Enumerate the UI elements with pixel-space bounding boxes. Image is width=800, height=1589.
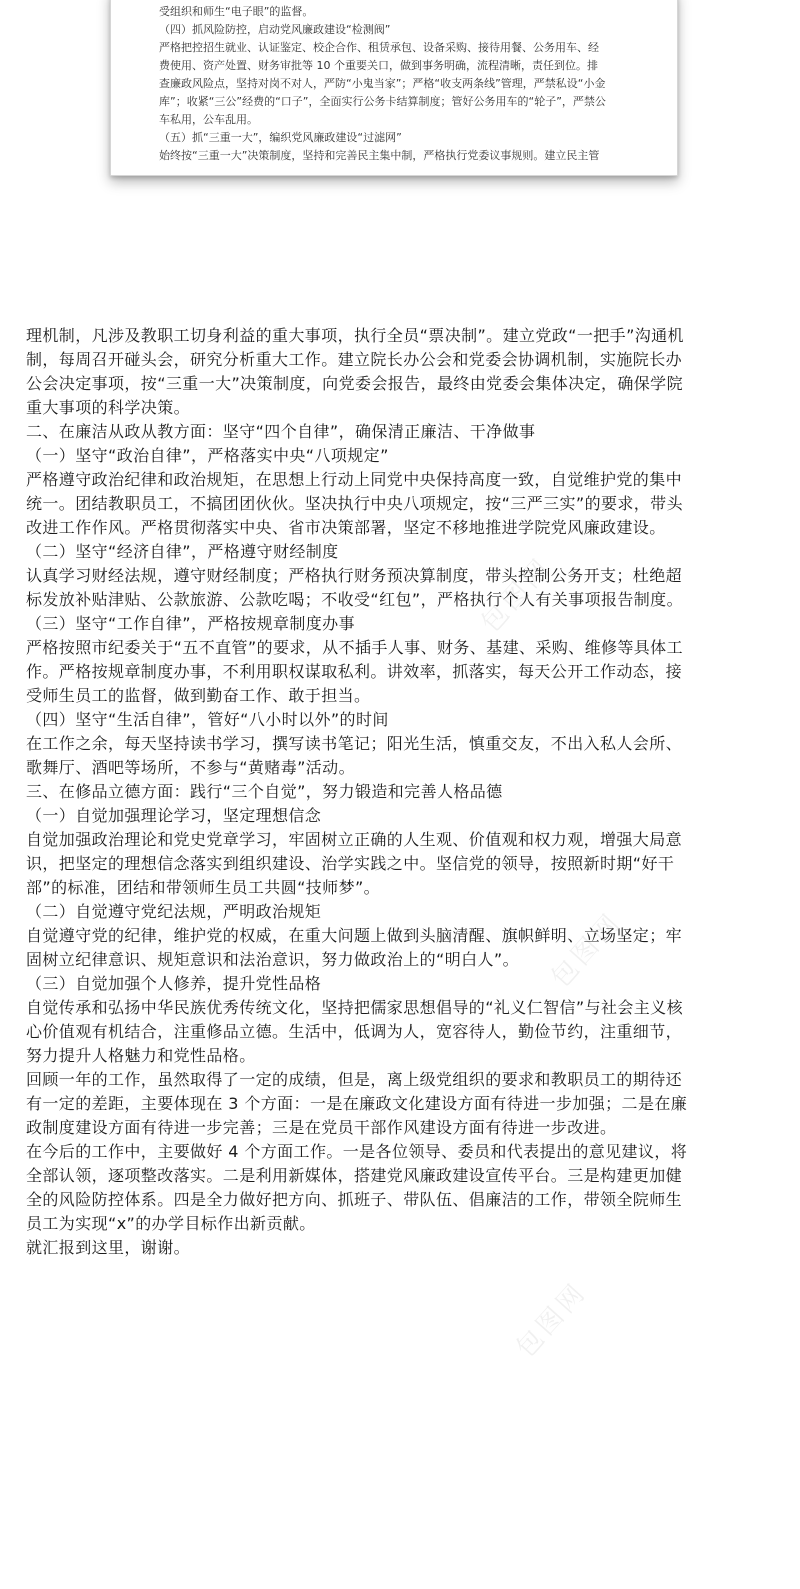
preview-line: 库”；收紧“三公”经费的“口子”，全面实行公务卡结算制度；管好公务用车的“轮子”，严禁公 — [159, 95, 606, 108]
body-line: 严格遵守政治纪律和政治规矩，在思想上行动上同党中央保持高度一致，自觉维护党的集中 — [26, 470, 683, 489]
body-line: 歌舞厅、酒吧等场所，不参与“黄赌毒”活动。 — [26, 758, 355, 777]
watermark: 包图网 — [545, 906, 629, 994]
preview-line: 费使用、资产处置、财务审批等 10 个重要关口，做到事务明确，流程清晰，责任到位。排 — [159, 59, 598, 72]
body-line: 改进工作作风。严格贯彻落实中央、省市决策部署，坚定不移地推进学院党风廉政建设。 — [26, 518, 666, 537]
body-line: 全部认领，逐项整改落实。二是利用新媒体，搭建党风廉政建设宣传平台。三是构建更加健 — [26, 1166, 683, 1185]
document-preview-card — [110, 0, 678, 176]
subsection-heading: （三）坚守“工作自律”，严格按规章制度办事 — [26, 614, 355, 633]
body-line: 制，每周召开碰头会，研究分析重大工作。建立院长办公会和党委会协调机制，实施院长办 — [26, 350, 683, 369]
body-line: 严格按照市纪委关于“五不直管”的要求，从不插手人事、财务、基建、采购、维修等具体工 — [26, 638, 683, 657]
body-line: 理机制，凡涉及教职工切身利益的重大事项，执行全员“票决制”。建立党政“一把手”沟通机 — [26, 326, 684, 345]
preview-line: 查廉政风险点，坚持对岗不对人，严防“小鬼当家”；严格“收支两条线”管理，严禁私设“小金 — [159, 77, 606, 90]
body-line: 识，把坚定的理想信念落实到组织建设、治学实践之中。坚信党的领导，按照新时期“好干 — [26, 854, 675, 873]
watermark: 包图网 — [510, 1276, 594, 1364]
preview-heading: （四）抓风险防控，启动党风廉政建设“检测阀” — [159, 23, 391, 36]
body-line: 自觉遵守党的纪律，维护党的权威，在重大问题上做到头脑清醒、旗帜鲜明、立场坚定；牢 — [26, 926, 683, 945]
preview-line: 受组织和师生“电子眼”的监督。 — [159, 5, 314, 18]
section-heading: 三、在修品立德方面：践行“三个自觉”，努力锻造和完善人格品德 — [26, 782, 503, 801]
body-line: 回顾一年的工作，虽然取得了一定的成绩，但是，离上级党组织的要求和教职员工的期待还 — [26, 1070, 683, 1089]
body-line: 部”的标准，团结和带领师生员工共圆“技师梦”。 — [26, 878, 381, 897]
body-line: 全的风险防控体系。四是全力做好把方向、抓班子、带队伍、倡廉洁的工作，带领全院师生 — [26, 1190, 683, 1209]
body-line: 受师生员工的监督，做到勤奋工作、敢于担当。 — [26, 686, 371, 705]
watermark: 包图网 — [475, 551, 559, 639]
subsection-heading: （二）自觉遵守党纪法规，严明政治规矩 — [26, 902, 322, 921]
body-line: 政制度建设方面有待进一步完善；三是在党员干部作风建设方面有待进一步改进。 — [26, 1118, 617, 1137]
body-line: 重大事项的科学决策。 — [26, 398, 191, 417]
body-line: 努力提升人格魅力和党性品格。 — [26, 1046, 256, 1065]
section-heading: 二、在廉洁从政从教方面：坚守“四个自律”，确保清正廉洁、干净做事 — [26, 422, 536, 441]
subsection-heading: （四）坚守“生活自律”，管好“八小时以外”的时间 — [26, 710, 389, 729]
subsection-heading: （二）坚守“经济自律”，严格遵守财经制度 — [26, 542, 339, 561]
body-line: 心价值观有机结合，注重修品立德。生活中，低调为人，宽容待人，勤俭节约，注重细节， — [26, 1022, 683, 1041]
subsection-heading: （一）坚守“政治自律”，严格落实中央“八项规定” — [26, 446, 389, 465]
body-line: 标发放补贴津贴、公款旅游、公款吃喝；不收受“红包”，严格执行个人有关事项报告制度。 — [26, 590, 683, 609]
body-line: 统一。团结教职员工，不搞团团伙伙。坚决执行中央八项规定，按“三严三实”的要求，带头 — [26, 494, 683, 513]
preview-line: 始终按“三重一大”决策制度，坚持和完善民主集中制，严格执行党委议事规则。建立民主管 — [159, 149, 600, 162]
document-body — [26, 324, 778, 1260]
body-line: 固树立纪律意识、规矩意识和法治意识，努力做政治上的“明白人”。 — [26, 950, 519, 969]
body-line: 有一定的差距，主要体现在 3 个方面：一是在廉政文化建设方面有待进一步加强；二是在廉 — [26, 1094, 688, 1113]
body-line: 作。严格按规章制度办事，不利用职权谋取私利。讲效率，抓落实，每天公开工作动态，接 — [26, 662, 683, 681]
body-line: 公会决定事项，按“三重一大”决策制度，向党委会报告，最终由党委会集体决定，确保学院 — [26, 374, 683, 393]
preview-heading: （五）抓“三重一大”，编织党风廉政建设“过滤网” — [159, 131, 402, 144]
body-line: 在今后的工作中，主要做好 4 个方面工作。一是各位领导、委员和代表提出的意见建议，将 — [26, 1142, 688, 1161]
preview-text — [159, 0, 643, 165]
body-line: 自觉传承和弘扬中华民族优秀传统文化，坚持把儒家思想倡导的“礼义仁智信”与社会主义核 — [26, 998, 683, 1017]
subsection-heading: （一）自觉加强理论学习，坚定理想信念 — [26, 806, 322, 825]
preview-line: 车私用，公车乱用。 — [159, 113, 258, 126]
subsection-heading: （三）自觉加强个人修养，提升党性品格 — [26, 974, 322, 993]
preview-line: 严格把控招生就业、认证鉴定、校企合作、租赁承包、设备采购、接待用餐、公务用车、经 — [159, 41, 599, 54]
body-line: 员工为实现“x”的办学目标作出新贡献。 — [26, 1214, 316, 1233]
body-line: 就汇报到这里，谢谢。 — [26, 1238, 191, 1257]
body-line: 自觉加强政治理论和党史党章学习，牢固树立正确的人生观、价值观和权力观，增强大局意 — [26, 830, 683, 849]
body-line: 认真学习财经法规，遵守财经制度；严格执行财务预决算制度，带头控制公务开支；杜绝超 — [26, 566, 683, 585]
body-line: 在工作之余，每天坚持读书学习，撰写读书笔记；阳光生活，慎重交友，不出入私人会所、 — [26, 734, 683, 753]
